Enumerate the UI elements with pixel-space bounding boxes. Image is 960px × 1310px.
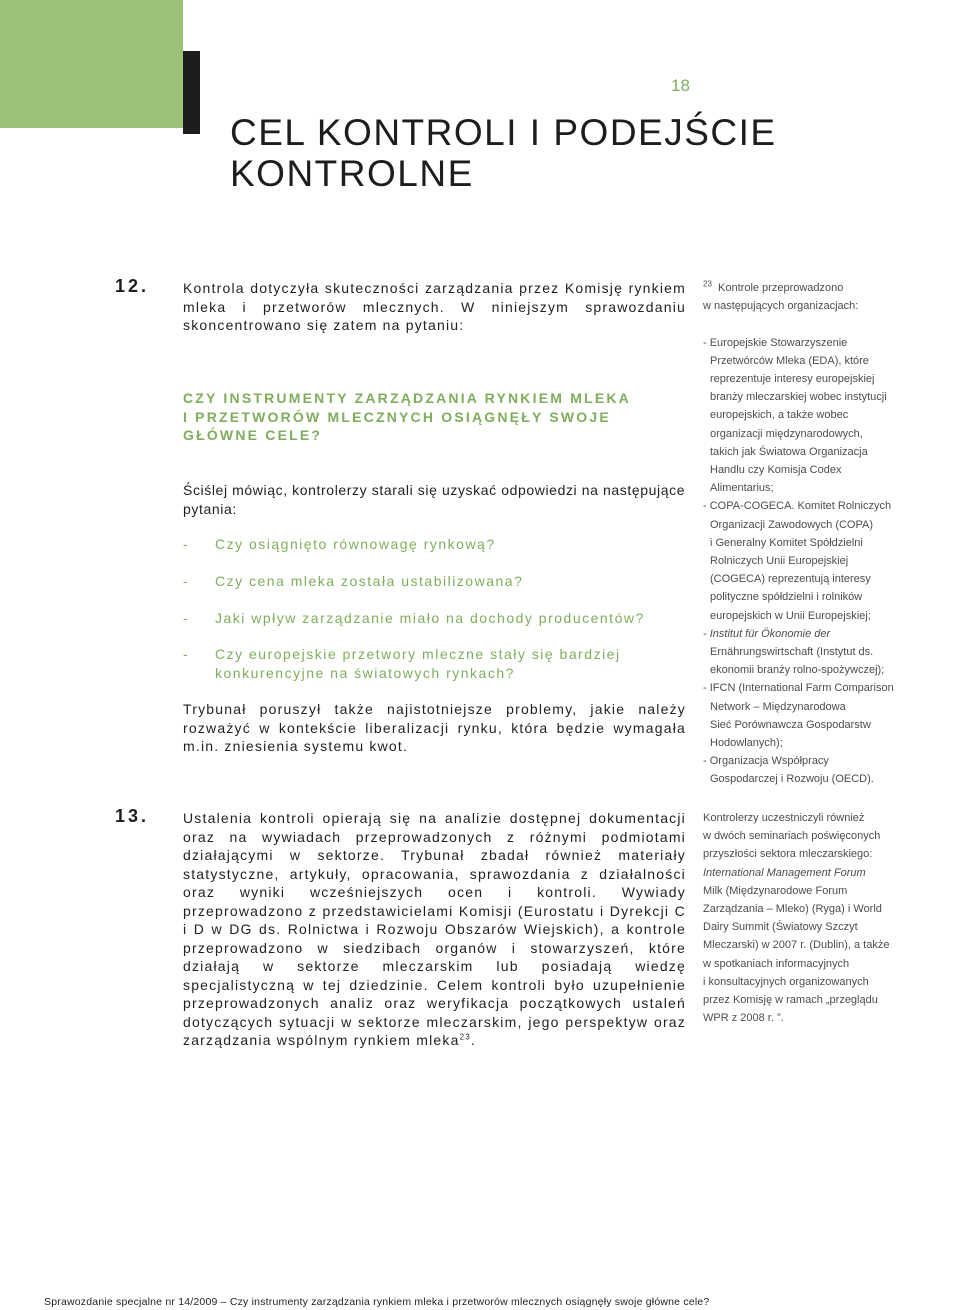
paragraph-12-closing: Trybunał poruszył także najistotniejsze problemy, jakie należy rozważyć w kontekście liberalizacji rynku, która będzie wymagała m.in. zniesienia systemu kwot. (183, 701, 686, 754)
footnote-line: - Europejskie Stowarzyszenie (703, 336, 848, 349)
footnote-line: reprezentuje interesy europejskiej (710, 373, 875, 386)
footnote-text: Kontrole przeprowadzono (718, 282, 844, 294)
question-bullet (183, 535, 693, 554)
footnote-line: Organizacji Zawodowych (COPA) (710, 518, 874, 531)
question-bullet (183, 572, 693, 591)
footnote-ref-23: 23 (459, 1032, 471, 1042)
footnote-line: organizacji międzynarodowych, (710, 427, 863, 440)
footnote-marker: 23 (703, 279, 712, 289)
bullet-dash: - (183, 573, 190, 589)
footnote-line: - Organizacja Współpracy (703, 755, 829, 768)
page-title (230, 112, 777, 194)
paragraph-12-text: Kontrola dotyczyła skuteczności zarządzania przez Komisję rynkiem mleka i przetworów mlecznych. W niniejszym sprawozdaniu skoncentrowano się zatem na pytaniu: (183, 280, 686, 333)
title-line-2: KONTROLNE (230, 153, 474, 194)
sidenote-line: przyszłości sektora mleczarskiego: (703, 848, 873, 861)
footnote-line: - Institut für Ökonomie der (703, 627, 831, 640)
sidenote-line: Zarządzania – Mleko) (Ryga) i World (703, 903, 882, 916)
decorative-black-bar (183, 51, 200, 134)
footnote-line: Network – Międzynarodowa (710, 700, 846, 713)
sidenote-line: przez Komisję w ramach „przeglądu (703, 994, 878, 1007)
footnote-line: Rolniczych Unii Europejskiej (710, 555, 849, 568)
footnote-line: Ernährungswirtschaft (Instytut ds. (710, 646, 874, 659)
paragraph-number-12: 12. (115, 276, 150, 296)
footnote-line (703, 279, 943, 297)
footnote-line: - COPA-COGECA. Komitet Rolniczych (703, 500, 892, 513)
footnote-line: europejskich w Unii Europejskiej; (710, 609, 871, 622)
footnote-line: - IFCN (International Farm Comparison (703, 682, 894, 695)
sidenote-line: w spotkaniach informacyjnych (703, 957, 850, 970)
sidenote-line: w dwóch seminariach poświęconych (703, 830, 881, 843)
sidenote-line: Milk (Międzynarodowe Forum (703, 884, 848, 897)
sidenote-line: Mleczarski) w 2007 r. (Dublin), a także (703, 939, 890, 952)
footnote-line: Sieć Porównawcza Gospodarstw (710, 718, 871, 731)
footnote-line: europejskich, a także wobec (710, 409, 849, 422)
bullet-text: Czy osiągnięto równowagę rynkową? (215, 536, 496, 552)
sidenote-line: i konsultacyjnych organizowanych (703, 975, 869, 988)
question-line-3: GŁÓWNE CELE? (183, 427, 323, 443)
paragraph-13-body: Ustalenia kontroli opierają się na analizie dostępnej dokumentacji oraz na wywiadach przeprowadzonych z różnymi podmiotami działającymi w sektorze. Trybunał zbadał również materiały statystyczne, artykuły, opracowania, sprawozdania z działalności oraz wyniki wcześniejszych ocen i kontroli. Wywiady przeprowadzono z przedstawicielami Komisji (Eurostatu i Dyrekcji C i D w DG ds. Rolnictwa i Rozwoju Obszarów Wiejskich), a kontrole przeprowadzono w siedzibach organów i stowarzyszeń, które działają w sektorze mleczarskim lub posiadają wiedzę specjalistyczną w tej dziedzinie. Celem kontroli było uzupełnienie przeprowadzonych analiz oraz weryfikacja początkowych ustaleń dotyczących sytuacji w sektorze mleczarskim, jego perspektyw oraz zarządzania wspólnym rynkiem mleka (183, 810, 686, 1048)
footnote-line: ekonomii branży rolno-spożywczej); (710, 664, 885, 677)
footnote-line: Przetwórców Mleka (EDA), które (710, 354, 869, 367)
footnote-line: Alimentarius; (710, 482, 774, 495)
footnote-line: Gospodarczej i Rozwoju (OECD). (710, 773, 874, 786)
sidenote-line: Kontrolerzy uczestniczyli również (703, 812, 865, 824)
footnote-line: Hodowlanych); (710, 737, 783, 750)
sidenote-line: Dairy Summit (Światowy Szczyt (703, 921, 858, 934)
question-bullet (183, 609, 693, 628)
bullet-text: Czy cena mleka została ustabilizowana? (215, 573, 524, 589)
bullet-text: Czy europejskie przetwory mleczne stały się bardziej konkurencyjne na światowych rynkach? (215, 646, 621, 681)
footnote-line: branży mleczarskiej wobec instytucji (710, 391, 887, 404)
footnote-line (703, 315, 943, 333)
paragraph-number-13: 13. (115, 806, 150, 826)
paragraph-13-end: . (470, 1032, 476, 1048)
decorative-green-block (0, 0, 183, 128)
bullet-dash: - (183, 536, 190, 552)
page-footer: Sprawozdanie specjalne nr 14/2009 – Czy instrumenty zarządzania rynkiem mleka i przetworów mlecznych osiągnęły swoje główne cele? (44, 1296, 710, 1308)
footnote-line: takich jak Światowa Organizacja (710, 445, 868, 458)
sidenote-line: WPR z 2008 r. ”. (703, 1012, 784, 1025)
bullet-dash: - (183, 610, 190, 626)
bullet-text: Jaki wpływ zarządzanie miało na dochody producentów? (215, 610, 645, 626)
paragraph-13-text (183, 809, 686, 1050)
questions-intro: Ściślej mówiąc, kontrolerzy starali się uzyskać odpowiedzi na następujące pytania: (183, 482, 686, 517)
main-question-heading (183, 389, 703, 445)
footnote-23 (703, 279, 943, 789)
footnote-line: polityczne spółdzielni i rolników (710, 591, 863, 604)
question-line-2: I PRZETWORÓW MLECZNYCH OSIĄGNĘŁY SWOJE (183, 408, 611, 425)
footnote-line: i Generalny Komitet Spółdzielni (710, 536, 863, 549)
sidenote-seminars (703, 809, 943, 1027)
page-number: 18 (671, 76, 690, 95)
title-line-1: CEL KONTROLI I PODEJŚCIE (230, 112, 777, 153)
sidenote-line: International Management Forum (703, 866, 866, 879)
bullet-dash: - (183, 646, 190, 662)
footnote-line: (COGECA) reprezentują interesy (710, 573, 871, 586)
question-line-1: CZY INSTRUMENTY ZARZĄDZANIA RYNKIEM MLEKA (183, 390, 631, 406)
question-bullet (183, 645, 693, 682)
footnote-line: Handlu czy Komisja Codex (710, 464, 842, 477)
footnote-line: w następujących organizacjach: (703, 300, 859, 313)
